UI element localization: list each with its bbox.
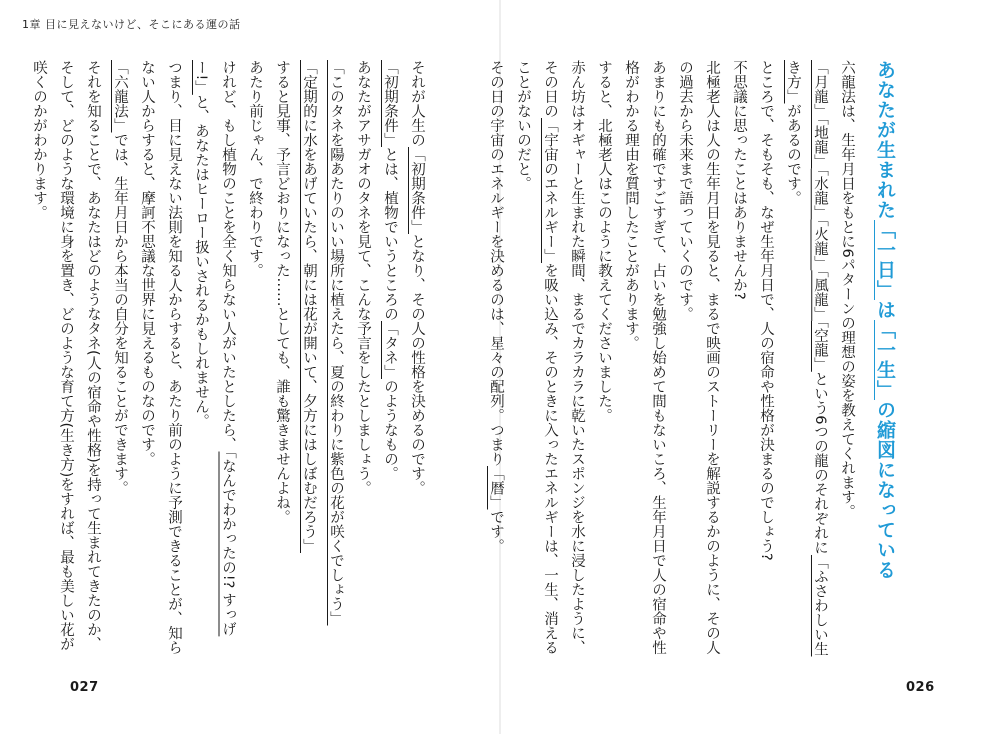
paragraph: けれど、もし植物のことを全く知らない人がいたとしたら、「なんでわかったの!? すっげー!」と、あなたはヒーロー扱いされるかもしれません。 [193, 60, 236, 637]
bracket-term: 「初期条件」 [409, 147, 425, 234]
paragraph: すると見事、予言どおりになった……としても、誰も驚きませんよね。 [274, 60, 290, 524]
paragraph: あたり前じゃん、で終わりです。 [247, 60, 263, 278]
bracket-term: 「タネ」 [382, 321, 398, 379]
bracket-term: 「火龍」 [812, 219, 828, 271]
paragraph: あまりにも的確ですごすぎて、占いを勉強し始めて間もないころ、生年月日で人の宿命や性格がわかる理由を質問したことがあります。 [623, 60, 666, 655]
right-page-body [488, 60, 900, 660]
paragraph: 「月龍」「地龍」「水龍」「火龍」「風龍」「空龍」という6つの龍のそれぞれに「ふさわしい生き方」があるのです。 [785, 60, 828, 657]
bracket-term: 「なんでわかったの!? すっげー!」 [193, 60, 236, 637]
bracket-term: 「六龍法」 [112, 60, 128, 133]
paragraph: 「六龍法」では、生年月日から本当の自分を知ることができます。 [112, 60, 128, 495]
paragraph: つまり、目に見えない法則を知る人からすると、あたり前のように予測できることが、知らない人からすると、摩訶不思議な世界に見えるものなのです。 [139, 60, 182, 655]
bracket-term: 「水龍」 [812, 168, 828, 220]
left-page-body [31, 60, 430, 660]
bracket-term: 「空龍」 [812, 321, 828, 372]
paragraph: それが人生の「初期条件」となり、その人の性格を決めるのです。 [409, 60, 425, 495]
bracket-term: 「地龍」 [812, 118, 828, 169]
left-page-text [25, 60, 430, 660]
paragraph [295, 60, 322, 660]
paragraph: その日の宇宙のエネルギーを決めるのは、星々の配列。つまり「暦」です。 [488, 60, 504, 553]
paragraph: 不思議に思ったことはありませんか? [731, 60, 747, 300]
bracket-term: 「月龍」 [812, 60, 828, 118]
paragraph: 「初期条件」とは、植物でいうところの「タネ」のようなもの。 [382, 60, 398, 481]
bracket-term: 「暦」 [488, 466, 504, 510]
bracket-term: 「ふさわしい生き方」 [785, 60, 828, 657]
paragraph: あなたがアサガオのタネを見て、こんな予言をしたとしましょう。 [355, 60, 371, 495]
paragraph: すると、北極老人はこのように教えてくださいました。 [596, 60, 612, 423]
page-number-left: 027 [70, 680, 99, 695]
paragraph: そして、どのような環境に身を置き、どのような育て方(生き方)をすれば、最も美しい花が咲くのかがわかります。 [31, 60, 74, 652]
right-page-text [482, 60, 900, 660]
bracket-term: 「定期的に水をあげていたら、朝には花が開いて、夕方にはしぼむだろう」 [301, 60, 317, 553]
bracket-term: 「一生」 [874, 320, 896, 400]
page-number-right: 026 [906, 680, 935, 695]
chapter-header: 1章 目に見えないけど、そこにある運の話 [22, 18, 241, 31]
paragraph: ところで、そもそも、なぜ生年月日で、人の宿命や性格が決まるのでしょう? [758, 60, 774, 561]
bracket-term: 「このタネを陽あたりのいい場所に植えたら、夏の終わりに紫色の花が咲くでしょう」 [328, 60, 344, 626]
paragraph: 北極老人は人の生年月日を見ると、まるで映画のストーリーを解説するかのように、その人の過去から未来まで語っていくのです。 [677, 60, 720, 655]
bracket-term: 「風龍」 [812, 270, 828, 321]
paragraph: 赤ん坊はオギャーと生まれた瞬間、まるでカラカラに乾いたスポンジを水に浸したように、その日の「宇宙のエネルギー」を吸い込み、そのときに入ったエネルギーは、一生、消えることがないのだと。 [515, 60, 585, 655]
paragraph [322, 60, 349, 660]
bracket-term: 「宇宙のエネルギー」 [542, 118, 558, 263]
paragraph: それを知ることで、あなたはどのようなタネ(人の宿命や性格)を持って生まれてきたのか、 [85, 60, 101, 652]
bracket-term: 「初期条件」 [382, 60, 398, 147]
paragraph: 六龍法は、生年月日をもとに6パターンの理想の姿を教えてくれます。 [839, 60, 855, 519]
section-heading: あなたが生まれた「一日」は「一生」の縮図になっている [874, 60, 896, 580]
bracket-term: 「一日」 [874, 220, 896, 300]
